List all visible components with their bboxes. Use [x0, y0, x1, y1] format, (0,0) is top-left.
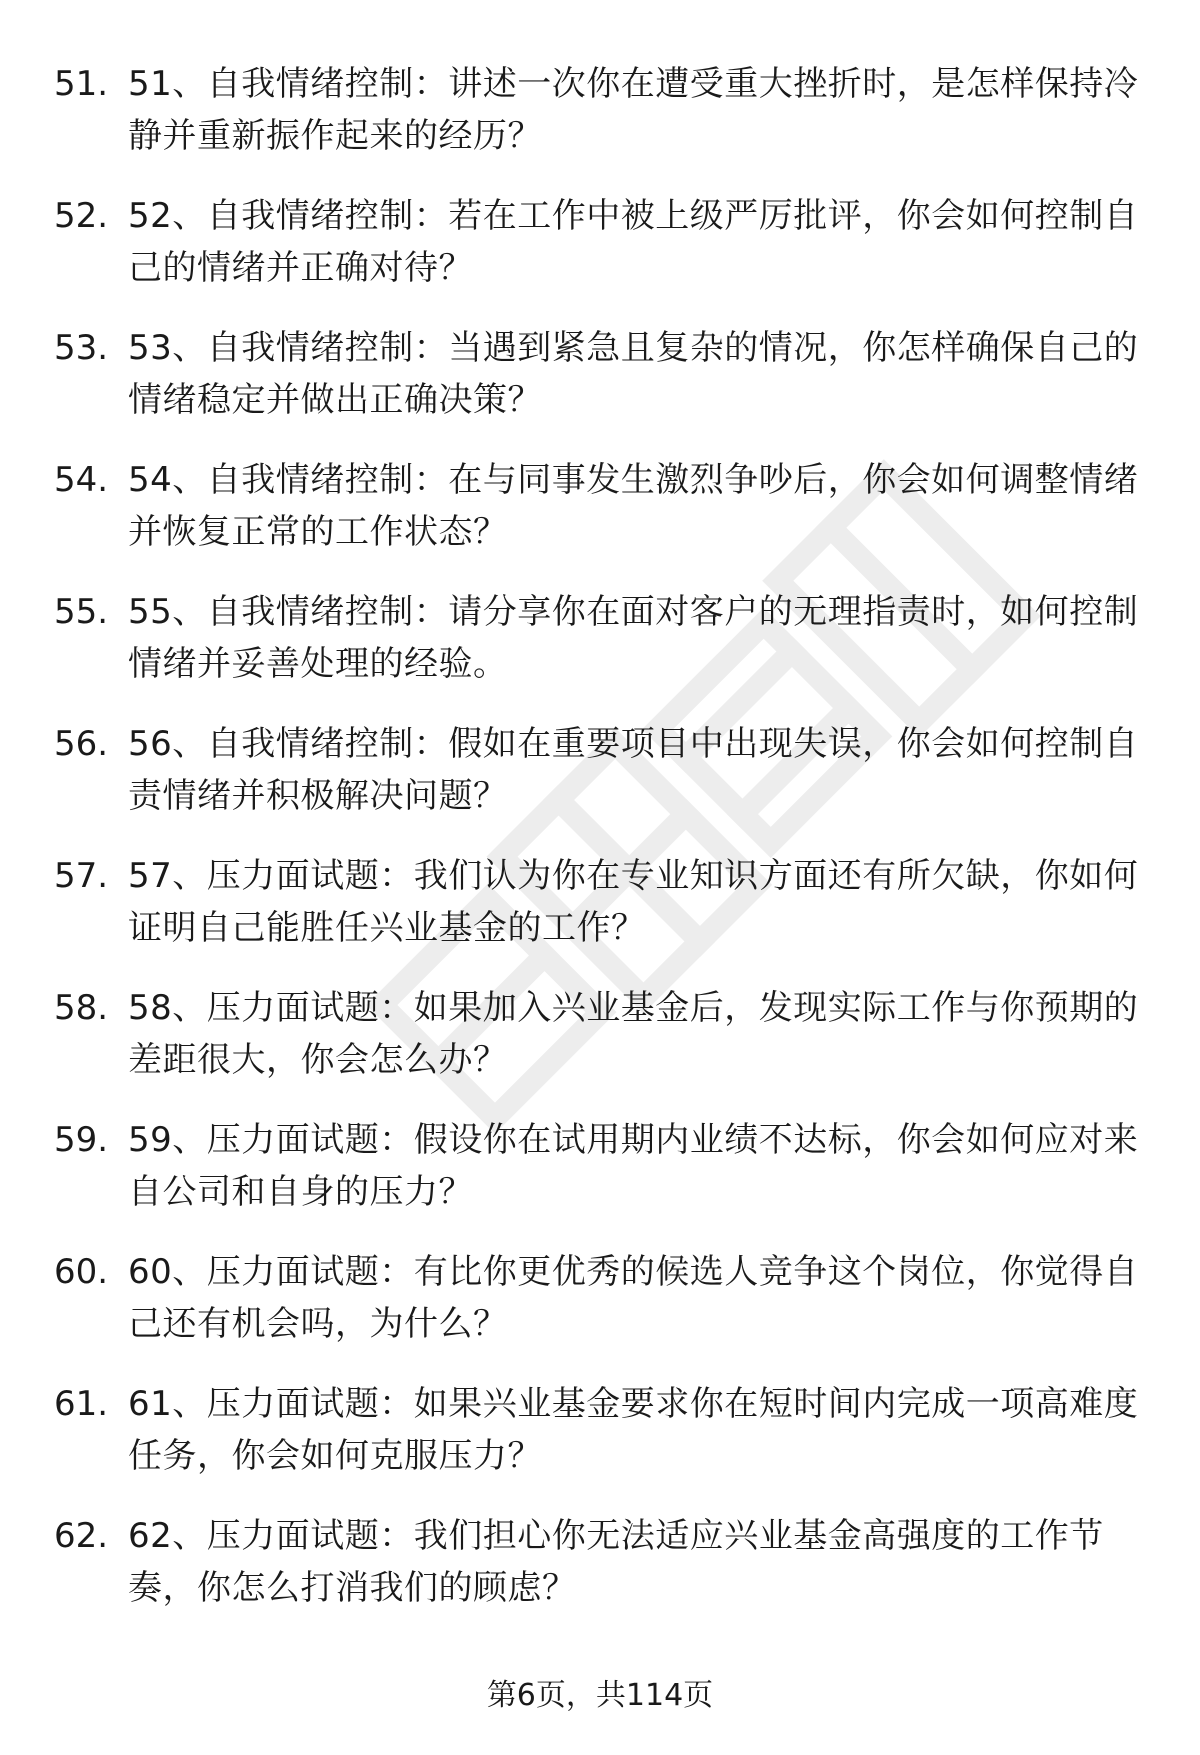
question-text: 54、自我情绪控制：在与同事发生激烈争吵后，你会如何调整情绪并恢复正常的工作状态？ [128, 460, 1139, 552]
question-number: 55. [54, 592, 109, 632]
question-text: 59、压力面试题：假设你在试用期内业绩不达标，你会如何应对来自公司和自身的压力？ [128, 1120, 1139, 1212]
list-item [0, 454, 1200, 586]
question-text: 53、自我情绪控制：当遇到紧急且复杂的情况，你怎样确保自己的情绪稳定并做出正确决策？ [128, 328, 1139, 420]
question-text: 57、压力面试题：我们认为你在专业知识方面还有所欠缺，你如何证明自己能胜任兴业基金的工作？ [128, 856, 1139, 948]
list-item [0, 322, 1200, 454]
question-number: 51. [54, 64, 109, 104]
question-number: 56. [54, 724, 109, 764]
question-text: 52、自我情绪控制：若在工作中被上级严厉批评，你会如何控制自己的情绪并正确对待？ [128, 196, 1139, 288]
list-item [0, 1246, 1200, 1378]
page-footer: 第6页，共114页 [486, 1678, 714, 1713]
question-number: 57. [54, 856, 109, 896]
question-number: 52. [54, 196, 109, 236]
question-number: 60. [54, 1252, 109, 1292]
question-text: 58、压力面试题：如果加入兴业基金后，发现实际工作与你预期的差距很大，你会怎么办？ [128, 988, 1139, 1080]
list-item [0, 58, 1200, 190]
list-item [0, 982, 1200, 1114]
question-text: 51、自我情绪控制：讲述一次你在遭受重大挫折时，是怎样保持冷静并重新振作起来的经历？ [128, 64, 1139, 156]
question-number: 62. [54, 1516, 109, 1556]
list-item [0, 190, 1200, 322]
question-list [0, 58, 1200, 1642]
question-text: 55、自我情绪控制：请分享你在面对客户的无理指责时，如何控制情绪并妥善处理的经验。 [128, 592, 1139, 684]
list-item [0, 586, 1200, 718]
list-item [0, 1114, 1200, 1246]
list-item [0, 718, 1200, 850]
question-number: 59. [54, 1120, 109, 1160]
question-text: 56、自我情绪控制：假如在重要项目中出现失误，你会如何控制自责情绪并积极解决问题？ [128, 724, 1139, 816]
question-text: 62、压力面试题：我们担心你无法适应兴业基金高强度的工作节奏，你怎么打消我们的顾虑？ [128, 1516, 1104, 1608]
list-item [0, 1378, 1200, 1510]
question-text: 60、压力面试题：有比你更优秀的候选人竞争这个岗位，你觉得自己还有机会吗，为什么？ [128, 1252, 1139, 1344]
list-item [0, 1510, 1200, 1642]
question-number: 54. [54, 460, 109, 500]
question-number: 58. [54, 988, 109, 1028]
question-text: 61、压力面试题：如果兴业基金要求你在短时间内完成一项高难度任务，你会如何克服压力？ [128, 1384, 1139, 1476]
question-number: 61. [54, 1384, 109, 1424]
list-item [0, 850, 1200, 982]
question-number: 53. [54, 328, 109, 368]
